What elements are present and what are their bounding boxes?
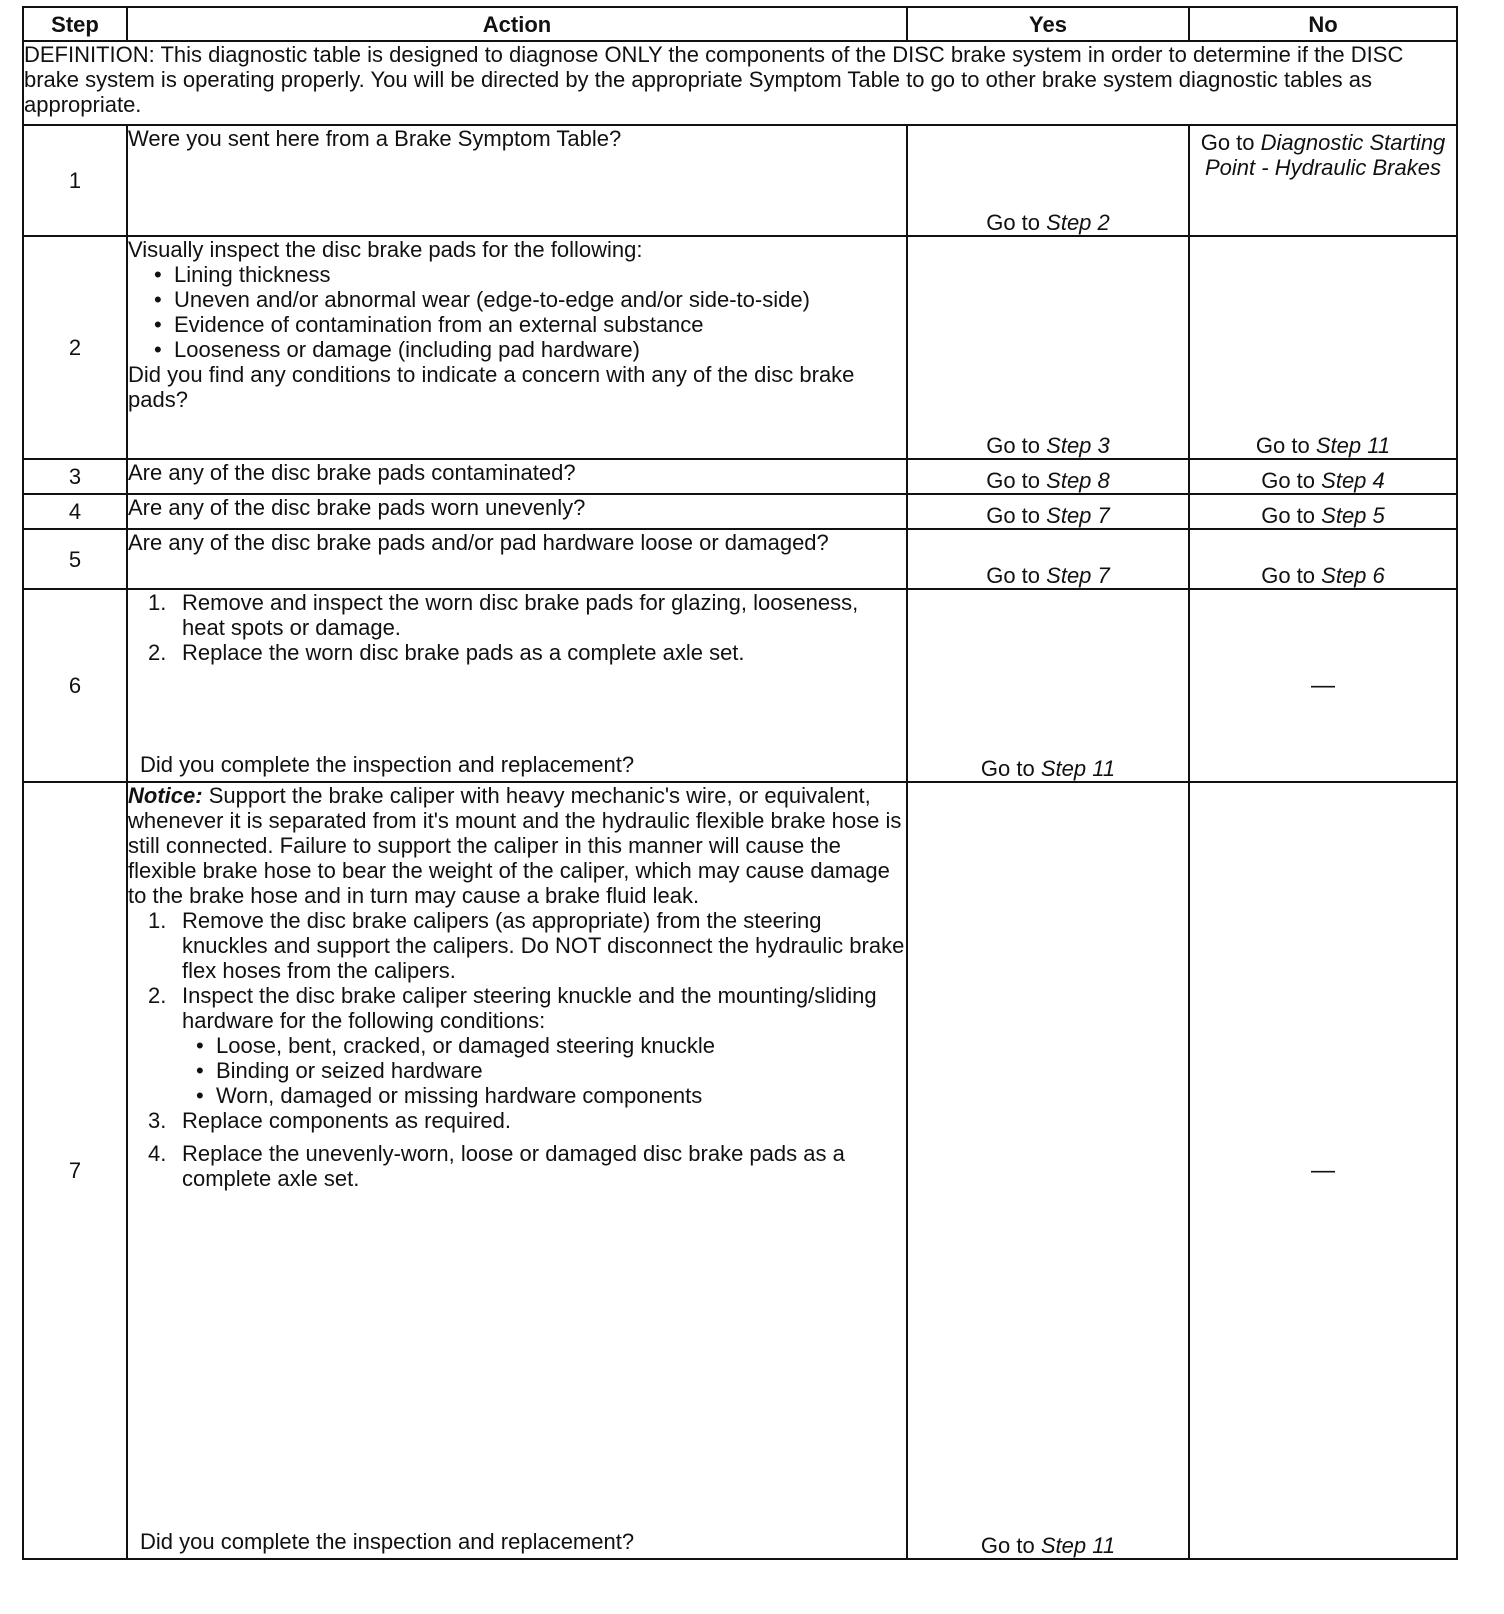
yes-target-link[interactable]: Step 2 — [1046, 210, 1110, 235]
step-number: 4 — [23, 494, 127, 529]
yes-cell — [907, 236, 1189, 459]
not-applicable-dash: — — [1311, 1157, 1335, 1184]
goto-prefix: Go to — [1200, 130, 1255, 155]
yes-cell — [907, 125, 1189, 236]
table-row — [23, 125, 1457, 236]
no-target-link[interactable]: Step 5 — [1321, 503, 1385, 528]
notice-text: Support the brake caliper with heavy mechanic's wire, or equivalent, whenever it is separated from it's mount and the hydraulic flexible brake hose is still connected. Failure to support the caliper in this manner will cause the flexible brake hose to bear the weight of the caliper, which may cause damage to the brake hose and in turn may cause a brake fluid leak. — [128, 783, 902, 908]
header-action: Action — [127, 7, 907, 41]
step-number: 2 — [23, 236, 127, 459]
table-row — [23, 589, 1457, 782]
action-cell — [127, 459, 907, 494]
goto-prefix: Go to — [986, 503, 1041, 528]
step-number: 1 — [23, 125, 127, 236]
action-cell — [127, 494, 907, 529]
no-target-link[interactable]: Step 6 — [1321, 563, 1385, 588]
yes-target-link[interactable]: Step 3 — [1046, 433, 1110, 458]
action-question: Are any of the disc brake pads and/or pad hardware loose or damaged? — [128, 530, 829, 555]
list-item: 2. Inspect the disc brake caliper steering knuckle and the mounting/sliding hardware for the following conditions: • Loose, bent, cracked, or damaged steering knuckle • Binding or seized hardware • Worn, damaged or missing hardware components — [182, 983, 906, 1108]
list-item: 1. Remove and inspect the worn disc brake pads for glazing, looseness, heat spots or damage. — [148, 590, 859, 640]
action-cell — [127, 529, 907, 589]
goto-prefix: Go to — [986, 468, 1041, 493]
yes-cell — [907, 782, 1189, 1559]
goto-prefix: Go to — [980, 756, 1035, 781]
yes-target-link[interactable]: Step 7 — [1046, 503, 1110, 528]
yes-target-link[interactable]: Step 11 — [1040, 756, 1116, 781]
list-item: • Worn, damaged or missing hardware components — [216, 1083, 906, 1108]
action-question: Were you sent here from a Brake Symptom Table? — [128, 126, 622, 151]
goto-prefix: Go to — [980, 1533, 1035, 1558]
action-question: Did you complete the inspection and replacement? — [140, 1529, 635, 1554]
action-cell — [127, 125, 907, 236]
list-item: • Lining thickness — [174, 262, 906, 287]
header-row — [23, 7, 1457, 41]
no-target-link[interactable]: Diagnostic Starting Point - Hydraulic Brakes — [1205, 130, 1446, 180]
list-item: 3. Replace components as required. — [148, 1108, 511, 1133]
step-number: 6 — [23, 589, 127, 782]
table-row — [23, 236, 1457, 459]
list-item: • Loose, bent, cracked, or damaged steering knuckle — [216, 1033, 906, 1058]
yes-cell — [907, 589, 1189, 782]
yes-cell — [907, 459, 1189, 494]
inspection-list — [128, 262, 906, 362]
no-cell — [1189, 782, 1457, 1559]
list-item: 2. Replace the worn disc brake pads as a complete axle set. — [148, 640, 745, 665]
list-item: • Looseness or damage (including pad hardware) — [174, 337, 906, 362]
goto-prefix: Go to — [986, 563, 1041, 588]
yes-target-link[interactable]: Step 11 — [1040, 1533, 1116, 1558]
goto-prefix: Go to — [986, 433, 1041, 458]
list-item: 1. Remove the disc brake calipers (as appropriate) from the steering knuckles and support the calipers. Do NOT disconnect the hydraulic brake flex hoses from the calipers. — [148, 908, 905, 983]
yes-target-link[interactable]: Step 8 — [1046, 468, 1110, 493]
action-question: Are any of the disc brake pads contaminated? — [128, 460, 576, 485]
action-question: Did you find any conditions to indicate a concern with any of the disc brake pads? — [128, 362, 855, 412]
goto-prefix: Go to — [1261, 503, 1316, 528]
yes-cell — [907, 494, 1189, 529]
no-cell — [1189, 125, 1457, 236]
list-item: 4. Replace the unevenly-worn, loose or damaged disc brake pads as a complete axle set. — [148, 1141, 845, 1191]
action-cell — [127, 236, 907, 459]
definition-row — [23, 41, 1457, 125]
item-number: 4. — [148, 1141, 167, 1166]
notice-label: Notice: — [128, 783, 203, 808]
table-row — [23, 529, 1457, 589]
definition-text: DEFINITION: This diagnostic table is designed to diagnose ONLY the components of the DISC brake system in order to determine if the DISC brake system is operating properly. You will be directed by the appropriate Symptom Table to go to other brake system diagnostic tables as appropriate. — [23, 41, 1457, 125]
header-yes: Yes — [907, 7, 1189, 41]
no-cell — [1189, 236, 1457, 459]
condition-list — [182, 1033, 906, 1108]
list-item: • Binding or seized hardware — [216, 1058, 906, 1083]
goto-prefix: Go to — [1261, 468, 1316, 493]
yes-target-link[interactable]: Step 7 — [1046, 563, 1110, 588]
list-item: • Uneven and/or abnormal wear (edge-to-edge and/or side-to-side) — [174, 287, 906, 312]
step-number: 3 — [23, 459, 127, 494]
header-no: No — [1189, 7, 1457, 41]
goto-prefix: Go to — [986, 210, 1041, 235]
not-applicable-dash: — — [1311, 672, 1335, 699]
no-cell — [1189, 529, 1457, 589]
item-number: 1. — [148, 590, 167, 615]
diagnostic-table — [22, 6, 1458, 1560]
item-number: 3. — [148, 1108, 167, 1133]
goto-prefix: Go to — [1255, 433, 1310, 458]
no-cell — [1189, 459, 1457, 494]
item-number: 2. — [148, 983, 167, 1008]
procedure-list — [128, 590, 906, 665]
table-row — [23, 782, 1457, 1559]
action-cell — [127, 782, 907, 1559]
no-target-link[interactable]: Step 4 — [1321, 468, 1385, 493]
table-row — [23, 494, 1457, 529]
item-number: 1. — [148, 908, 167, 933]
goto-prefix: Go to — [1261, 563, 1316, 588]
item-number: 2. — [148, 640, 167, 665]
list-item: • Evidence of contamination from an external substance — [174, 312, 906, 337]
action-question: Did you complete the inspection and replacement? — [140, 752, 635, 777]
table-row — [23, 459, 1457, 494]
action-intro: Visually inspect the disc brake pads for the following: — [128, 237, 643, 262]
procedure-list — [128, 908, 906, 1191]
action-cell — [127, 589, 907, 782]
step-number: 7 — [23, 782, 127, 1559]
action-question: Are any of the disc brake pads worn unevenly? — [128, 495, 586, 520]
step-number: 5 — [23, 529, 127, 589]
no-cell — [1189, 589, 1457, 782]
no-cell — [1189, 494, 1457, 529]
notice-paragraph — [128, 783, 906, 908]
yes-cell — [907, 529, 1189, 589]
no-target-link[interactable]: Step 11 — [1315, 433, 1391, 458]
header-step: Step — [23, 7, 127, 41]
